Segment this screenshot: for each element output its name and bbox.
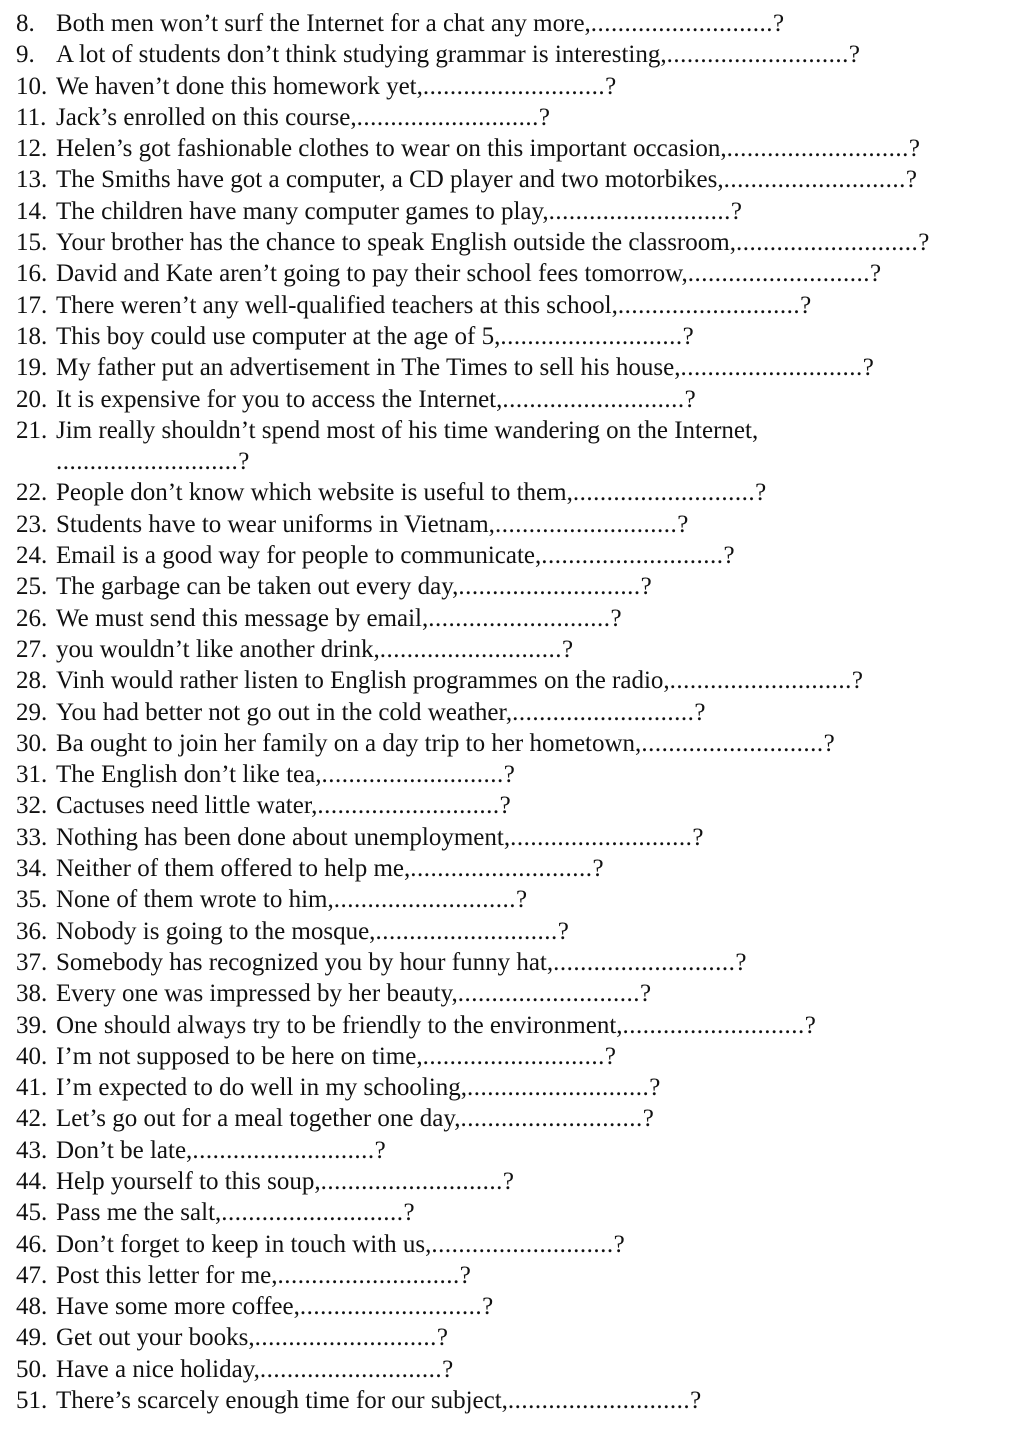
exercise-number: 14. — [16, 197, 48, 225]
answer-blank[interactable]: ........................... — [666, 41, 849, 69]
answer-blank[interactable]: ........................... — [512, 698, 695, 726]
exercise-sentence: Somebody has recognized you by hour funny hat, — [56, 948, 554, 976]
question-mark: ? — [459, 1261, 471, 1289]
question-mark: ? — [403, 1199, 415, 1227]
exercise-item — [16, 790, 1016, 821]
answer-blank[interactable]: ........................... — [321, 761, 504, 789]
answer-blank[interactable]: ........................... — [735, 229, 919, 257]
answer-blank[interactable]: ........................... — [457, 980, 640, 1008]
exercise-number: 31. — [16, 761, 48, 789]
exercise-number: 21. — [16, 416, 48, 444]
question-mark: ? — [515, 886, 528, 914]
exercise-sentence: Help yourself to this soup, — [56, 1167, 321, 1195]
exercise-item-continuation — [16, 446, 1016, 477]
question-mark: ? — [374, 1136, 386, 1164]
question-mark: ? — [690, 1387, 702, 1415]
exercise-list — [16, 8, 1016, 1416]
exercise-item — [16, 603, 1016, 634]
exercise-sentence: None of them wrote to him, — [56, 886, 334, 914]
exercise-item — [16, 634, 1016, 665]
exercise-number: 32. — [16, 792, 48, 820]
answer-blank[interactable]: ........................... — [502, 385, 685, 413]
question-mark: ? — [436, 1324, 448, 1352]
exercise-item — [16, 133, 1016, 164]
exercise-item — [16, 1229, 1016, 1260]
exercise-number: 11. — [16, 103, 47, 131]
exercise-number: 41. — [16, 1074, 48, 1102]
exercise-sentence: Neither of them offered to help me, — [56, 855, 411, 883]
answer-blank[interactable]: ........................... — [590, 10, 774, 37]
answer-blank[interactable]: ........................... — [259, 1355, 443, 1383]
question-mark: ? — [605, 72, 617, 100]
exercise-number: 35. — [16, 886, 48, 914]
exercise-item — [16, 477, 1016, 508]
exercise-item — [16, 352, 1016, 383]
exercise-sentence: Jack’s enrolled on this course, — [56, 103, 357, 131]
exercise-number: 37. — [16, 948, 48, 976]
exercise-sentence: It is expensive for you to access the Internet, — [56, 385, 503, 413]
exercise-item — [16, 71, 1016, 102]
exercise-item — [16, 1385, 1016, 1416]
question-mark: ? — [800, 291, 812, 319]
question-mark: ? — [823, 729, 835, 757]
exercise-number: 36. — [16, 917, 48, 945]
exercise-sentence: Let’s go out for a meal together one day, — [56, 1105, 461, 1133]
exercise-number: 10. — [16, 72, 48, 100]
exercise-item — [16, 509, 1016, 540]
exercise-sentence: Have a nice holiday, — [56, 1355, 260, 1383]
exercise-number: 43. — [16, 1136, 48, 1164]
exercise-number: 22. — [16, 479, 48, 507]
question-mark: ? — [604, 1042, 616, 1070]
exercise-item — [16, 978, 1016, 1009]
exercise-sentence: We must send this message by email, — [56, 604, 429, 632]
exercise-sentence: Email is a good way for people to communicate, — [56, 542, 542, 570]
question-mark: ? — [677, 510, 689, 538]
exercise-sentence: Post this letter for me, — [56, 1261, 278, 1289]
exercise-sentence: Get out your books, — [56, 1324, 255, 1352]
exercise-item — [16, 728, 1016, 759]
exercise-item — [16, 822, 1016, 853]
answer-blank[interactable]: ........................... — [460, 1105, 643, 1133]
exercise-item — [16, 1166, 1016, 1197]
question-mark: ? — [682, 322, 694, 350]
question-mark: ? — [442, 1355, 454, 1383]
exercise-sentence: You had better not go out in the cold weather, — [56, 698, 513, 726]
question-mark: ? — [538, 103, 550, 131]
question-mark: ? — [649, 1074, 661, 1102]
exercise-number: 25. — [16, 573, 48, 601]
answer-blank[interactable]: ........................... — [254, 1324, 437, 1352]
exercise-sentence: People don’t know which website is useful to them, — [56, 479, 573, 507]
answer-blank[interactable]: ........................... — [617, 291, 801, 319]
exercise-sentence: Nothing has been done about unemployment, — [56, 823, 511, 851]
answer-blank[interactable]: ........................... — [422, 72, 606, 100]
exercise-item — [16, 916, 1016, 947]
exercise-number: 42. — [16, 1105, 48, 1133]
exercise-sentence: Don’t be late, — [56, 1136, 193, 1164]
exercise-number: 19. — [16, 354, 48, 382]
question-mark: ? — [862, 354, 874, 382]
exercise-sentence: Students have to wear uniforms in Vietnam, — [56, 510, 495, 538]
exercise-number: 27. — [16, 635, 48, 663]
answer-blank[interactable]: ........................... — [192, 1136, 375, 1164]
answer-blank[interactable]: ........................... — [56, 448, 239, 476]
exercise-sentence: Cactuses need little water, — [56, 792, 318, 820]
exercise-number: 40. — [16, 1042, 48, 1070]
answer-blank[interactable]: ........................... — [494, 510, 678, 538]
question-mark: ? — [502, 1167, 514, 1195]
exercise-sentence: There’s scarcely enough time for our subject, — [56, 1387, 508, 1415]
exercise-sentence: Jim really shouldn’t spend most of his time wandering on the Internet, — [56, 416, 759, 444]
exercise-number: 15. — [16, 229, 48, 257]
question-mark: ? — [848, 41, 860, 69]
exercise-sentence: We haven’t done this homework yet, — [56, 72, 423, 100]
exercise-number: 17. — [16, 291, 48, 319]
answer-blank[interactable]: ........................... — [221, 1199, 404, 1227]
answer-blank[interactable]: ........................... — [641, 729, 824, 757]
question-mark: ? — [755, 479, 767, 507]
answer-blank[interactable]: ........................... — [507, 1387, 691, 1415]
exercise-item — [16, 947, 1016, 978]
answer-blank[interactable]: ........................... — [500, 322, 683, 350]
exercise-number: 44. — [16, 1167, 48, 1195]
exercise-item — [16, 1322, 1016, 1353]
exercise-item — [16, 196, 1016, 227]
exercise-item — [16, 1291, 1016, 1322]
exercise-sentence: David and Kate aren’t going to pay their school fees tomorrow, — [56, 260, 688, 288]
exercise-item — [16, 884, 1016, 915]
question-mark: ? — [870, 260, 882, 288]
answer-blank[interactable]: ........................... — [541, 542, 724, 570]
exercise-item — [16, 1010, 1016, 1041]
question-mark: ? — [908, 135, 921, 163]
question-mark: ? — [905, 166, 917, 194]
exercise-sentence: There weren’t any well-qualified teachers at this school, — [56, 291, 618, 319]
exercise-item — [16, 164, 1016, 195]
answer-blank[interactable]: ........................... — [467, 1074, 650, 1102]
question-mark: ? — [562, 635, 574, 663]
answer-blank[interactable]: ........................... — [553, 948, 736, 976]
question-mark: ? — [692, 823, 704, 851]
answer-blank[interactable]: ........................... — [428, 604, 611, 632]
exercise-sentence: Your brother has the chance to speak English outside the classroom, — [56, 229, 736, 257]
exercise-sentence: Vinh would rather listen to English programmes on the radio, — [56, 667, 670, 695]
question-mark: ? — [613, 1230, 625, 1258]
exercise-number: 16. — [16, 260, 48, 288]
exercise-item — [16, 697, 1016, 728]
exercise-sentence: This boy could use computer at the age of 5, — [56, 322, 501, 350]
exercise-sentence: A lot of students don’t think studying grammar is interesting, — [56, 41, 667, 69]
exercise-item — [16, 853, 1016, 884]
exercise-item — [16, 1135, 1016, 1166]
exercise-sentence: One should always try to be friendly to the environment, — [56, 1011, 623, 1039]
exercise-sentence: The garbage can be taken out every day, — [56, 573, 459, 601]
exercise-number: 50. — [16, 1355, 48, 1383]
exercise-sentence: Pass me the salt, — [56, 1199, 222, 1227]
answer-blank[interactable]: ........................... — [669, 667, 852, 695]
answer-blank[interactable]: ........................... — [277, 1261, 460, 1289]
answer-blank[interactable]: ........................... — [379, 635, 563, 663]
question-mark: ? — [238, 448, 250, 476]
question-mark: ? — [730, 197, 743, 225]
exercise-item — [16, 102, 1016, 133]
exercise-item — [16, 1103, 1016, 1134]
exercise-number: 39. — [16, 1011, 48, 1039]
exercise-number: 8. — [16, 10, 35, 37]
exercise-number: 9. — [16, 41, 35, 69]
exercise-item — [16, 1260, 1016, 1291]
answer-blank[interactable]: ........................... — [299, 1293, 483, 1321]
exercise-number: 33. — [16, 823, 48, 851]
exercise-number: 26. — [16, 604, 48, 632]
exercise-number: 29. — [16, 698, 48, 726]
answer-blank[interactable]: ........................... — [687, 260, 871, 288]
answer-blank[interactable]: ........................... — [333, 886, 516, 914]
exercise-sentence: Don’t forget to keep in touch with us, — [56, 1230, 432, 1258]
exercise-item — [16, 8, 1016, 39]
exercise-item — [16, 1072, 1016, 1103]
exercise-item — [16, 1354, 1016, 1385]
exercise-number: 13. — [16, 166, 48, 194]
answer-blank[interactable]: ........................... — [431, 1230, 614, 1258]
exercise-item — [16, 1197, 1016, 1228]
answer-blank[interactable]: ........................... — [548, 197, 731, 225]
question-mark: ? — [499, 792, 511, 820]
exercise-number: 51. — [16, 1387, 48, 1415]
exercise-item — [16, 759, 1016, 790]
exercise-item — [16, 258, 1016, 289]
answer-blank[interactable]: ........................... — [726, 135, 909, 163]
exercise-item — [16, 384, 1016, 415]
answer-blank[interactable]: ........................... — [510, 823, 693, 851]
exercise-sentence: Both men won’t surf the Internet for a chat any more, — [56, 10, 591, 37]
exercise-number: 18. — [16, 322, 48, 350]
question-mark: ? — [773, 10, 785, 37]
question-mark: ? — [735, 948, 747, 976]
exercise-item — [16, 415, 1016, 446]
exercise-number: 23. — [16, 510, 48, 538]
exercise-sentence: I’m not supposed to be here on time, — [56, 1042, 423, 1070]
exercise-number: 28. — [16, 667, 48, 695]
answer-blank[interactable]: ........................... — [458, 573, 641, 601]
answer-blank[interactable]: ........................... — [356, 103, 539, 131]
exercise-number: 30. — [16, 729, 48, 757]
answer-blank[interactable]: ........................... — [422, 1042, 605, 1070]
exercise-number: 45. — [16, 1199, 48, 1227]
question-mark: ? — [694, 698, 706, 726]
exercise-item — [16, 571, 1016, 602]
exercise-sentence: you wouldn’t like another drink, — [56, 635, 380, 663]
exercise-sentence: The children have many computer games to play, — [56, 197, 549, 225]
answer-blank[interactable]: ........................... — [410, 855, 593, 883]
exercise-sentence: My father put an advertisement in The Times to sell his house, — [56, 354, 681, 382]
tag-question-worksheet — [16, 8, 1016, 1416]
exercise-number: 46. — [16, 1230, 48, 1258]
exercise-sentence: The English don’t like tea, — [56, 761, 322, 789]
question-mark: ? — [804, 1011, 816, 1039]
question-mark: ? — [851, 667, 864, 695]
question-mark: ? — [723, 542, 735, 570]
exercise-sentence: Ba ought to join her family on a day trip to her hometown, — [56, 729, 642, 757]
answer-blank[interactable]: ........................... — [572, 479, 756, 507]
exercise-sentence: Every one was impressed by her beauty, — [56, 980, 458, 1008]
exercise-sentence: I’m expected to do well in my schooling, — [56, 1074, 468, 1102]
exercise-item — [16, 321, 1016, 352]
exercise-item — [16, 290, 1016, 321]
exercise-number: 47. — [16, 1261, 48, 1289]
exercise-sentence: The Smiths have got a computer, a CD player and two motorbikes, — [56, 166, 724, 194]
exercise-number: 48. — [16, 1293, 48, 1321]
exercise-item — [16, 540, 1016, 571]
exercise-sentence: Nobody is going to the mosque, — [56, 917, 376, 945]
question-mark: ? — [610, 604, 622, 632]
answer-blank[interactable]: ........................... — [317, 792, 500, 820]
exercise-item — [16, 39, 1016, 70]
answer-blank[interactable]: ........................... — [723, 166, 906, 194]
exercise-number: 24. — [16, 542, 48, 570]
exercise-number: 20. — [16, 385, 48, 413]
question-mark: ? — [642, 1105, 654, 1133]
answer-blank[interactable]: ........................... — [680, 354, 863, 382]
exercise-number: 49. — [16, 1324, 48, 1352]
exercise-number: 12. — [16, 135, 48, 163]
question-mark: ? — [482, 1293, 494, 1321]
exercise-number: 38. — [16, 980, 48, 1008]
question-mark: ? — [592, 855, 604, 883]
answer-blank[interactable]: ........................... — [320, 1167, 503, 1195]
question-mark: ? — [639, 980, 652, 1008]
exercise-item — [16, 227, 1016, 258]
exercise-item — [16, 665, 1016, 696]
question-mark: ? — [684, 385, 696, 413]
question-mark: ? — [640, 573, 652, 601]
exercise-sentence: Have some more coffee, — [56, 1293, 300, 1321]
question-mark: ? — [557, 917, 569, 945]
exercise-item — [16, 1041, 1016, 1072]
exercise-number: 34. — [16, 855, 48, 883]
question-mark: ? — [918, 229, 930, 257]
answer-blank[interactable]: ........................... — [375, 917, 558, 945]
exercise-sentence: Helen’s got fashionable clothes to wear on this important occasion, — [56, 135, 727, 163]
answer-blank[interactable]: ........................... — [622, 1011, 805, 1039]
question-mark: ? — [503, 761, 515, 789]
